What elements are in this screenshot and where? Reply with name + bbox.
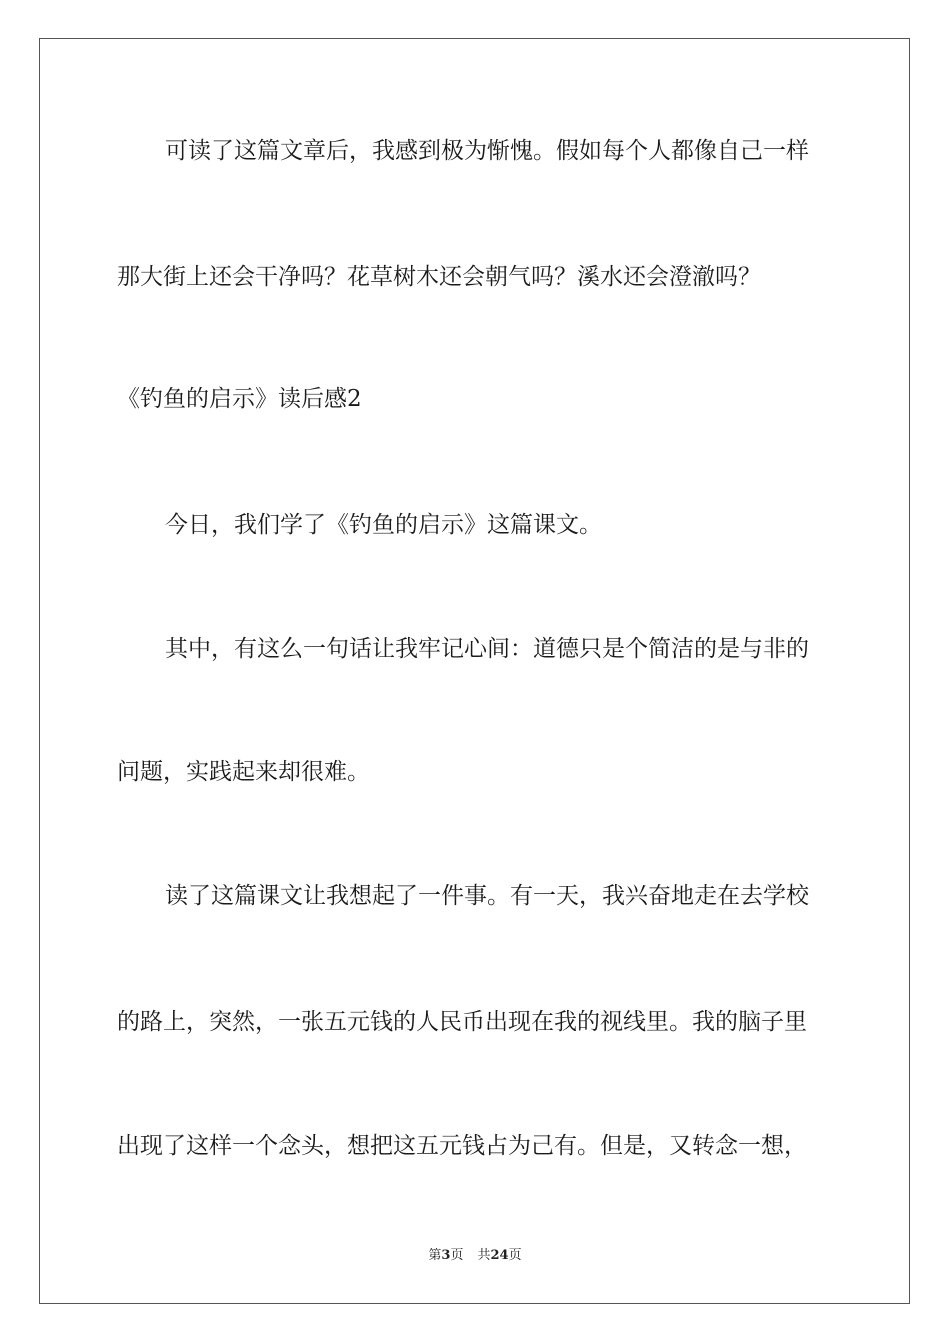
page-prefix: 第: [428, 1248, 442, 1263]
paragraph-line: 可读了这篇文章后，我感到极为惭愧。假如每个人都像自己一样: [165, 138, 809, 164]
page-footer: [0, 1247, 950, 1265]
paragraph-line: 其中，有这么一句话让我牢记心间：道德只是个简洁的是与非的: [165, 636, 809, 662]
page-border: [39, 38, 910, 1304]
page-suffix: 页: [450, 1248, 464, 1263]
total-pages: 24: [490, 1248, 509, 1263]
section-heading: 《钓鱼的启示》读后感2: [117, 386, 362, 412]
paragraph-line: 读了这篇课文让我想起了一件事。有一天，我兴奋地走在去学校: [165, 883, 809, 909]
paragraph-line: 出现了这样一个念头，想把这五元钱占为己有。但是，又转念一想，: [117, 1133, 807, 1159]
paragraph-line: 今日，我们学了《钓鱼的启示》这篇课文。: [165, 512, 602, 538]
paragraph-line: 那大街上还会干净吗？花草树木还会朝气吗？溪水还会澄澈吗？: [117, 264, 761, 290]
paragraph-line: 问题，实践起来却很难。: [117, 759, 370, 785]
page-number: 3: [441, 1248, 451, 1263]
paragraph-line: 的路上，突然，一张五元钱的人民币出现在我的视线里。我的脑子里: [117, 1009, 807, 1035]
total-suffix: 页: [508, 1248, 522, 1263]
total-prefix: 共: [477, 1248, 491, 1263]
